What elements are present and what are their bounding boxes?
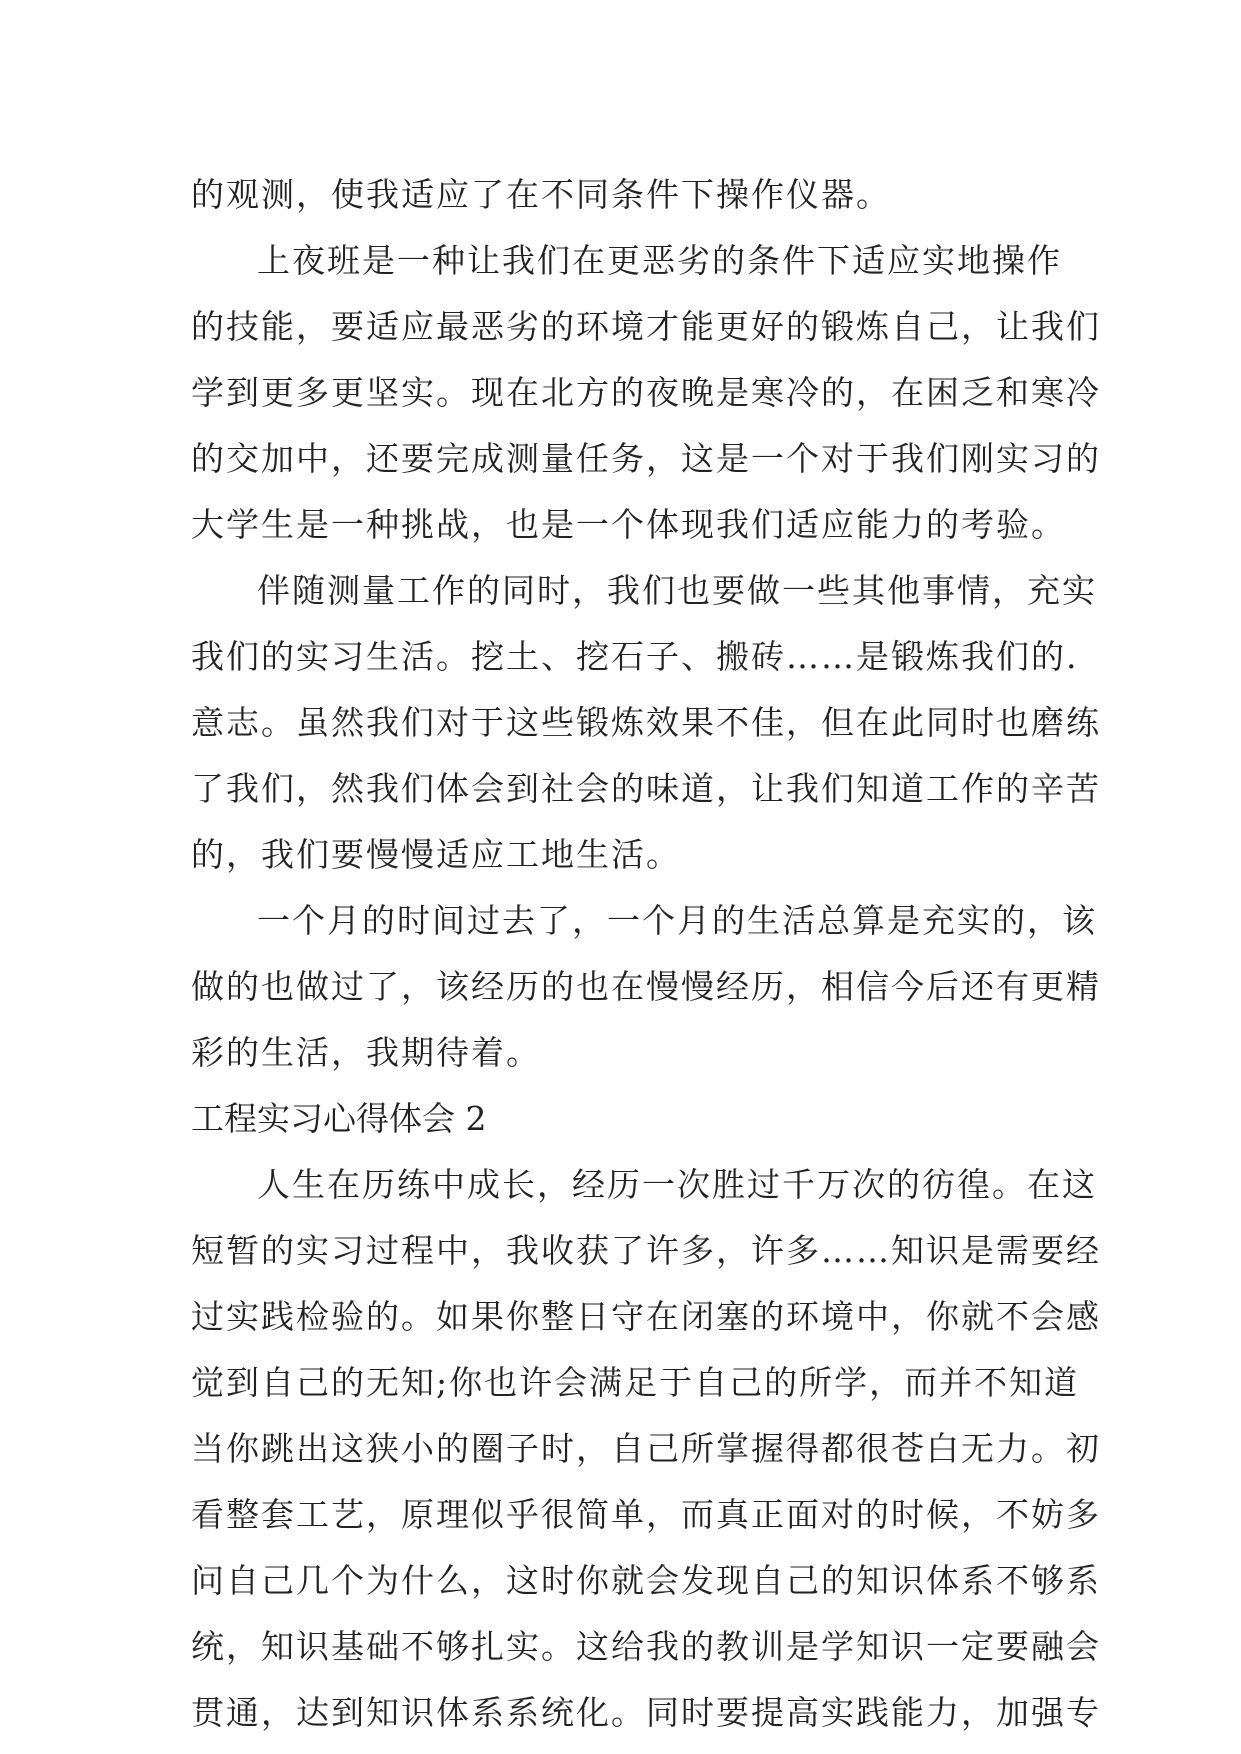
paragraph-start-line: 一个月的时间过去了，一个月的生活总算是充实的，该 — [257, 901, 1097, 940]
text-line: 意志。虽然我们对于这些锻炼效果不佳，但在此同时也磨练 — [191, 703, 1101, 742]
text-line: 的技能，要适应最恶劣的环境才能更好的锻炼自己，让我们 — [191, 307, 1101, 346]
text-line: 彩的生活，我期待着。 — [191, 1033, 541, 1072]
text-line: 贯通，达到知识体系系统化。同时要提高实践能力，加强专 — [191, 1693, 1101, 1732]
text-line: 做的也做过了，该经历的也在慢慢经历，相信今后还有更精 — [191, 967, 1101, 1006]
paragraph-start-line: 上夜班是一种让我们在更恶劣的条件下适应实地操作 — [257, 241, 1062, 280]
section-heading: 工程实习心得体会 2 — [191, 1099, 487, 1138]
text-line: 过实践检验的。如果你整日守在闭塞的环境中，你就不会感 — [191, 1297, 1101, 1336]
text-line: 短暂的实习过程中，我收获了许多，许多……知识是需要经 — [191, 1231, 1101, 1270]
text-line: 我们的实习生活。挖土、挖石子、搬砖……是锻炼我们的. — [191, 637, 1079, 676]
document-body — [191, 162, 1101, 1746]
paragraph-start-line: 伴随测量工作的同时，我们也要做一些其他事情，充实 — [257, 571, 1097, 610]
paragraph-start-line: 人生在历练中成长，经历一次胜过千万次的彷徨。在这 — [257, 1165, 1097, 1204]
text-line: 看整套工艺，原理似乎很简单，而真正面对的时候，不妨多 — [191, 1495, 1101, 1534]
text-line: 大学生是一种挑战，也是一个体现我们适应能力的考验。 — [191, 505, 1066, 544]
text-line: 的，我们要慢慢适应工地生活。 — [191, 835, 681, 874]
text-line: 觉到自己的无知;你也许会满足于自己的所学，而并不知道 — [191, 1363, 1080, 1402]
text-line: 学到更多更坚实。现在北方的夜晚是寒冷的，在困乏和寒冷 — [191, 373, 1101, 412]
text-line: 的交加中，还要完成测量任务，这是一个对于我们刚实习的 — [191, 439, 1101, 478]
text-line: 统，知识基础不够扎实。这给我的教训是学知识一定要融会 — [191, 1627, 1101, 1666]
text-line: 的观测，使我适应了在不同条件下操作仪器。 — [191, 175, 891, 214]
text-line: 当你跳出这狭小的圈子时，自己所掌握得都很苍白无力。初 — [191, 1429, 1101, 1468]
text-line: 了我们，然我们体会到社会的味道，让我们知道工作的辛苦 — [191, 769, 1101, 808]
text-line: 问自己几个为什么，这时你就会发现自己的知识体系不够系 — [191, 1561, 1101, 1600]
